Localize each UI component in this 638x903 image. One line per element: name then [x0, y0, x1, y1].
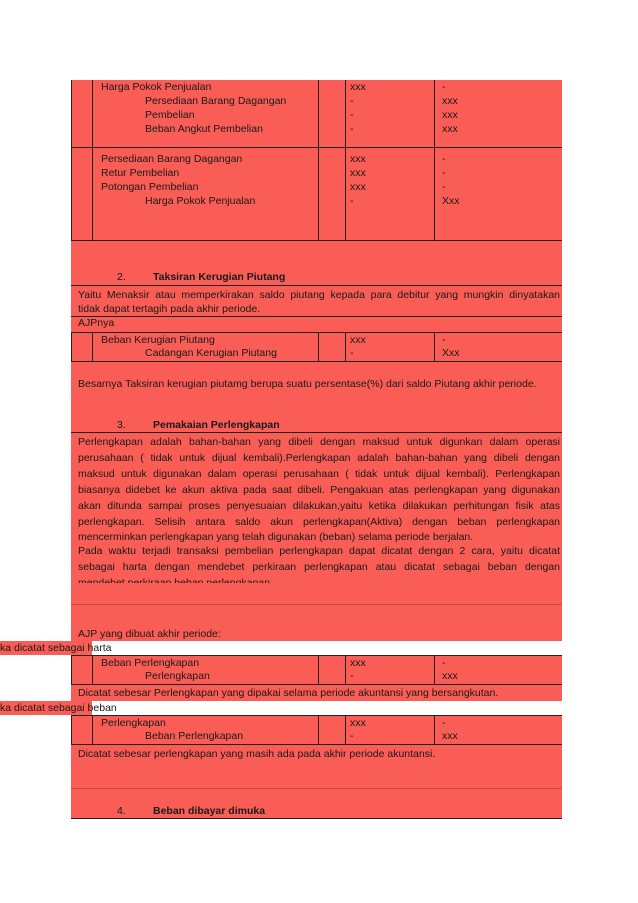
table-border-left	[71, 332, 72, 362]
section-number: 3.	[117, 419, 126, 431]
table-cell-account: Cadangan Kerugian Piutang	[145, 347, 277, 359]
paragraph-line: biasanya didebet ke akun aktiva pada saat dibeli. Pengakuan atas perlengkapan yang digunakan	[78, 484, 560, 496]
table-border-left	[71, 655, 72, 685]
table-col-sep	[92, 655, 93, 685]
table-col-sep	[92, 80, 93, 241]
section-4-heading-band	[71, 803, 562, 819]
table-cell-debit: -	[350, 670, 354, 682]
table-cell-credit: xxx	[442, 730, 458, 742]
table-cell-debit: xxx	[350, 167, 366, 179]
paragraph-line: sebagai harta dengan mendebet perkiraan perlengkapan atau dicatat sebagai beban dengan	[78, 561, 560, 573]
table-cell-debit: -	[350, 109, 354, 121]
row-divider	[71, 316, 562, 317]
table-cell-debit: -	[350, 95, 354, 107]
ajp-label: AJP yang dibuat akhir periode:	[78, 628, 221, 640]
row-divider	[71, 788, 562, 789]
section-3-heading-band	[71, 416, 562, 432]
table-col-sep	[345, 332, 346, 362]
table-cell-account: Perlengkapan	[145, 670, 210, 682]
table-top-border	[71, 655, 562, 656]
blank-band	[71, 362, 562, 376]
ajp-label: AJPnya	[78, 317, 115, 329]
table-cell-account: Pembelian	[145, 109, 195, 121]
table-col-sep	[434, 332, 435, 362]
heading-underline	[71, 818, 562, 819]
table-cell-debit: -	[350, 123, 354, 135]
table-cell-credit: -	[442, 334, 446, 346]
section-title: Taksiran Kerugian Piutang	[153, 271, 286, 283]
section-title: Beban dibayar dimuka	[153, 805, 266, 817]
paragraph-line: Perlengkapan adalah bahan-bahan yang dibeli dengan maksud untuk digunkan dalam operasi	[78, 436, 560, 448]
table-cell-credit: -	[442, 167, 446, 179]
case-label: ka dicatat sebagai beban	[0, 702, 117, 714]
table-col-sep	[92, 715, 93, 745]
table-cell-account: Potongan Pembelian	[101, 181, 199, 193]
table-divider	[71, 147, 562, 148]
table-col-sep	[345, 655, 346, 685]
table-cell-debit: xxx	[350, 717, 366, 729]
table-col-sep	[318, 715, 319, 745]
note-text: Dicatat sebesar perlengkapan yang masih ada pada akhir periode akuntansi.	[78, 748, 436, 760]
table-cell-credit: -	[442, 81, 446, 93]
table-col-sep	[434, 80, 435, 241]
table-col-sep	[345, 715, 346, 745]
table-cell-debit: xxx	[350, 153, 366, 165]
table-cell-account: Perlengkapan	[101, 717, 166, 729]
section-2-heading-band	[71, 269, 562, 285]
table-col-sep	[318, 80, 319, 241]
table-cell-credit: xxx	[442, 95, 458, 107]
section-number: 4.	[117, 805, 126, 817]
table-cell-credit: xxx	[442, 123, 458, 135]
table-cell-debit: xxx	[350, 81, 366, 93]
table-cell-account: Beban Kerugian Piutang	[101, 334, 215, 346]
paragraph-line: Pada waktu terjadi transaksi pembelian perlengkapan dapat dicatat dengan 2 cara, yaitu dicatat	[78, 545, 560, 557]
table-cell-account: Persediaan Barang Dagangan	[101, 153, 243, 165]
paragraph-line: mencerminkan perlengkapan yang telah digunakan (beban) selama periode berjalan.	[78, 531, 474, 543]
paragraph-line: tidak dapat tertagih pada akhir periode.	[78, 303, 261, 315]
table-top-border	[71, 715, 562, 716]
table-cell-account: Harga Pokok Penjualan	[145, 195, 256, 207]
table-cell-debit: -	[350, 195, 354, 207]
table-cell-account: Persediaan Barang Dagangan	[145, 95, 287, 107]
table-cell-debit: xxx	[350, 334, 366, 346]
paragraph-line: perlengkapan. Selisih antara saldo akun perlengkapan(Aktiva) dengan beban perlengkapan	[78, 516, 560, 528]
table-cell-account: Retur Pembelian	[101, 167, 180, 179]
table-cell-account: Harga Pokok Penjualan	[101, 81, 212, 93]
table-col-sep	[345, 80, 346, 241]
table-cell-debit: xxx	[350, 181, 366, 193]
note-text: Dicatat sebesar Perlengkapan yang dipakai selama periode akuntansi yang bersangkutan.	[78, 687, 499, 699]
paragraph-line: Yaitu Menaksir atau memperkirakan saldo piutang kepada para debitur yang mungkin dinyatakan	[78, 289, 560, 301]
table-col-sep	[434, 715, 435, 745]
table-col-sep	[318, 655, 319, 685]
table-cell-credit: xxx	[442, 670, 458, 682]
blank-band	[71, 775, 562, 803]
note-text: Besarnya Taksiran kerugian piutamg berupa suatu persentase(%) dari saldo Piutang akhir periode.	[78, 378, 537, 390]
table-cell-account: Beban Angkut Pembelian	[145, 123, 263, 135]
section-title: Pemakaian Perlengkapan	[153, 419, 280, 431]
table-cell-credit: -	[442, 657, 446, 669]
table-cell-account: Beban Perlengkapan	[145, 730, 244, 742]
paragraph-line: akan ditunda sampai proses penyesuaian dilakukan,yaitu ketika dilakukan perhitungan fisik atas	[78, 500, 560, 512]
table-top-border	[71, 332, 562, 333]
table-col-sep	[318, 332, 319, 362]
table-border-left	[71, 715, 72, 745]
table-cell-credit: -	[442, 717, 446, 729]
row-divider	[71, 604, 562, 605]
paragraph-line: perusahaan ( tidak untuk dijual kembali).Perlengkapan adalah bahan-bahan yang dibeli dengan	[78, 452, 560, 464]
section-number: 2.	[117, 271, 126, 283]
case-label: ka dicatat sebagai harta	[0, 642, 112, 654]
table-border-left	[71, 80, 72, 241]
table-cell-credit: Xxx	[442, 347, 460, 359]
table-cell-debit: xxx	[350, 657, 366, 669]
table-cell-credit: -	[442, 153, 446, 165]
table-col-sep	[434, 655, 435, 685]
table-cell-debit: -	[350, 730, 354, 742]
table-cell-credit: Xxx	[442, 195, 460, 207]
blank-band	[71, 241, 562, 269]
paragraph-line: maksud untuk digunakan dalam operasi perusahaan ( tidak untuk dijual kembali). Perlengkapan	[78, 468, 560, 480]
table-cell-credit: xxx	[442, 109, 458, 121]
blank-band	[71, 392, 562, 416]
table-col-sep	[92, 332, 93, 362]
table-cell-debit: -	[350, 347, 354, 359]
table-cell-credit: -	[442, 181, 446, 193]
table-cell-account: Beban Perlengkapan	[101, 657, 200, 669]
